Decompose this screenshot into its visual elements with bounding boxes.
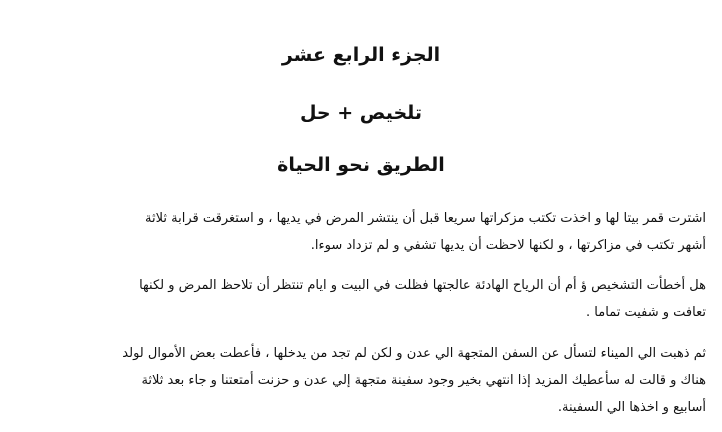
paragraph-line: أشهر تكتب في مزاكرتها ، و لكنها لاحظت أن يديها تشفي و لم تزداد سوءا. [310,238,706,253]
paragraph-1 [96,205,706,259]
paragraph-2 [96,272,706,326]
part-heading: الجزء الرابع عشر [281,44,441,66]
story-title: الطريق نحو الحياة [277,154,445,176]
paragraph-line: هناك و قالت له سأعطيك المزيد إذا انتهي بخير وجود سفينة متجهة إلي عدن و حزنت أمتعتنا و جاء بعد ثلاثة [141,373,706,388]
summary-heading: تلخيص + حل [299,102,423,124]
paragraph-3 [96,340,706,421]
paragraph-line: هل أخطأت التشخيص ؤ أم أن الرياح الهادئة عالجتها فظلت في البيت و ايام تنتظر أن تلاحظ المرض و لكنها [139,278,706,293]
paragraph-line: اشترت قمر بيتا لها و اخذت تكتب مزكراتها سريعا قبل أن ينتشر المرض في يديها ، و استغرقت قرابة ثلاثة [145,211,706,226]
paragraph-line: أسابيع و اخذها الي السفينة. [557,400,706,415]
paragraph-line: ثم ذهبت الي الميناء لتسأل عن السفن المتجهة الي عدن و لكن لم تجد من يدخلها ، فأعطت بعض الأموال لولد [122,346,706,361]
paragraph-line: تعافت و شفيت تماما . [586,305,706,320]
